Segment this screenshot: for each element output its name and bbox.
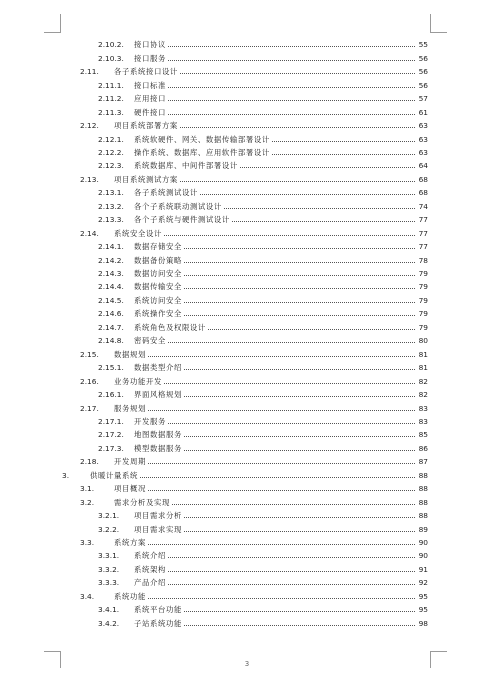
- toc-entry-title: 供暖计量系统: [90, 470, 138, 480]
- toc-entry[interactable]: [98, 265, 428, 278]
- toc-entry-page: 88: [418, 470, 428, 480]
- toc-entry-page: 82: [418, 376, 428, 386]
- toc-dot-leader: [168, 584, 415, 585]
- toc-dot-leader: [168, 60, 415, 61]
- toc-entry[interactable]: [98, 184, 428, 197]
- toc-dot-leader: [184, 288, 415, 289]
- toc-dot-leader: [184, 302, 415, 303]
- toc-entry-number: 3.1.: [80, 484, 95, 494]
- toc-entry-page: 86: [418, 443, 428, 453]
- toc-entry[interactable]: [98, 386, 428, 399]
- toc-entry-title: 开发服务: [134, 416, 166, 426]
- toc-entry-number: 3.3.: [80, 538, 95, 548]
- toc-entry-number: 2.14.5.: [98, 295, 124, 305]
- toc-dot-leader: [180, 127, 415, 128]
- toc-entry[interactable]: [98, 90, 428, 103]
- toc-entry-page: 79: [418, 269, 428, 279]
- toc-entry-title: 系统数据库、中间件部署设计: [134, 161, 238, 171]
- toc-dot-leader: [148, 544, 415, 545]
- toc-entry-title: 项目系统部署方案: [114, 121, 178, 131]
- toc-entry[interactable]: [80, 117, 428, 130]
- crop-mark-top-right: [430, 14, 447, 33]
- toc-entry-number: 2.16.1.: [98, 390, 124, 400]
- toc-entry[interactable]: [98, 103, 428, 116]
- toc-entry[interactable]: [98, 49, 428, 62]
- toc-entry-title: 开发周期: [114, 457, 146, 467]
- toc-entry[interactable]: [80, 534, 428, 547]
- toc-entry-title: 业务功能开发: [114, 376, 162, 386]
- toc-dot-leader: [184, 369, 415, 370]
- toc-dot-leader: [272, 154, 415, 155]
- toc-entry-page: 92: [418, 578, 428, 588]
- toc-entry-title: 模型数据服务: [134, 443, 182, 453]
- toc-entry[interactable]: [98, 561, 428, 574]
- toc-entry-title: 硬件接口: [134, 107, 166, 117]
- toc-entry-title: 数据存储安全: [134, 242, 182, 252]
- toc-entry-number: 2.11.3.: [98, 107, 124, 117]
- toc-entry[interactable]: [98, 157, 428, 170]
- toc-entry-number: 2.14.7.: [98, 322, 124, 332]
- toc-entry[interactable]: [98, 238, 428, 251]
- toc-entry[interactable]: [98, 426, 428, 439]
- toc-entry-title: 操作系统、数据库、应用软件部署设计: [134, 147, 270, 157]
- toc-dot-leader: [224, 208, 415, 209]
- toc-entry[interactable]: [98, 251, 428, 264]
- toc-entry-page: 82: [418, 390, 428, 400]
- toc-entry[interactable]: [80, 453, 428, 466]
- page-number: 3: [244, 660, 250, 668]
- toc-entry[interactable]: [98, 292, 428, 305]
- toc-entry-title: 项目系统测试方案: [114, 174, 178, 184]
- toc-entry-page: 88: [418, 484, 428, 494]
- toc-entry-page: 63: [418, 147, 428, 157]
- toc-dot-leader: [272, 141, 415, 142]
- toc-entry-page: 57: [418, 94, 428, 104]
- toc-dot-leader: [168, 571, 415, 572]
- toc-entry-title: 系统方案: [114, 538, 146, 548]
- toc-entry-title: 系统安全设计: [114, 228, 162, 238]
- toc-dot-leader: [164, 235, 415, 236]
- toc-entry-title: 需求分析及实现: [114, 497, 170, 507]
- toc-entry-number: 2.11.: [80, 67, 99, 77]
- toc-entry-number: 3.2.1.: [98, 511, 120, 521]
- toc-entry-title: 服务规划: [114, 403, 146, 413]
- toc-entry-number: 2.12.: [80, 121, 99, 131]
- toc-entry[interactable]: [80, 171, 428, 184]
- toc-entry-title: 接口标准: [134, 80, 166, 90]
- toc-entry-number: 2.14.: [80, 228, 99, 238]
- toc-dot-leader: [164, 383, 415, 384]
- toc-entry-page: 88: [418, 497, 428, 507]
- toc-entry-number: 2.18.: [80, 457, 99, 467]
- toc-entry-number: 3.2.2.: [98, 524, 120, 534]
- toc-entry-page: 64: [418, 161, 428, 171]
- toc-entry-number: 2.11.1.: [98, 80, 124, 90]
- toc-entry-title: 界面风格规划: [134, 390, 182, 400]
- toc-entry-title: 系统操作安全: [134, 309, 182, 319]
- toc-entry-title: 子站系统功能: [134, 618, 182, 628]
- toc-entry-page: 61: [418, 107, 428, 117]
- toc-entry[interactable]: [80, 63, 428, 76]
- toc-entry[interactable]: [80, 587, 428, 600]
- toc-entry-number: 2.14.2.: [98, 255, 124, 265]
- toc-entry-title: 系统软硬件、网关、数据传输部署设计: [134, 134, 270, 144]
- toc-entry[interactable]: [98, 507, 428, 520]
- toc-entry-title: 各个子系统与硬件测试设计: [134, 215, 230, 225]
- toc-entry-title: 密码安全: [134, 336, 166, 346]
- toc-entry-number: 3.: [62, 470, 70, 480]
- toc-entry[interactable]: [98, 614, 428, 627]
- toc-entry-number: 2.13.2.: [98, 201, 124, 211]
- toc-dot-leader: [184, 275, 415, 276]
- toc-entry-title: 产品介绍: [134, 578, 166, 588]
- toc-entry-page: 77: [418, 242, 428, 252]
- toc-dot-leader: [148, 598, 415, 599]
- toc-entry[interactable]: [98, 144, 428, 157]
- toc-entry-title: 接口服务: [134, 53, 166, 63]
- toc-entry-number: 2.14.8.: [98, 336, 124, 346]
- toc-entry-page: 95: [418, 591, 428, 601]
- toc-dot-leader: [184, 396, 415, 397]
- toc-dot-leader: [140, 477, 415, 478]
- toc-entry-number: 2.17.2.: [98, 430, 124, 440]
- toc-entry-title: 项目需求实现: [134, 524, 182, 534]
- toc-entry-number: 2.13.: [80, 174, 99, 184]
- toc-entry[interactable]: [80, 345, 428, 358]
- toc-entry[interactable]: [98, 601, 428, 614]
- toc-entry[interactable]: [98, 278, 428, 291]
- toc-entry[interactable]: [98, 130, 428, 143]
- toc-entry[interactable]: [98, 36, 428, 49]
- toc-entry-number: 3.3.2.: [98, 564, 120, 574]
- toc-dot-leader: [184, 436, 415, 437]
- toc-entry-number: 3.2.: [80, 497, 95, 507]
- toc-entry-title: 系统角色及权限设计: [134, 322, 206, 332]
- toc-entry-number: 3.4.2.: [98, 618, 120, 628]
- toc-entry-page: 81: [418, 349, 428, 359]
- toc-entry-number: 2.11.2.: [98, 94, 124, 104]
- toc-entry-page: 63: [418, 134, 428, 144]
- toc-entry-page: 79: [418, 282, 428, 292]
- toc-entry-page: 91: [418, 564, 428, 574]
- toc-entry[interactable]: [98, 197, 428, 210]
- toc-dot-leader: [240, 167, 415, 168]
- toc-entry-page: 83: [418, 403, 428, 413]
- toc-entry-page: 83: [418, 416, 428, 426]
- toc-entry[interactable]: [98, 318, 428, 331]
- toc-entry-page: 88: [418, 511, 428, 521]
- toc-dot-leader: [148, 463, 415, 464]
- toc-entry-page: 68: [418, 188, 428, 198]
- toc-dot-leader: [168, 423, 415, 424]
- toc-entry-title: 项目概况: [114, 484, 146, 494]
- toc-entry[interactable]: [98, 76, 428, 89]
- toc-entry-page: 78: [418, 255, 428, 265]
- toc-entry[interactable]: [80, 224, 428, 237]
- toc-entry-page: 98: [418, 618, 428, 628]
- toc-entry-page: 80: [418, 336, 428, 346]
- toc-dot-leader: [172, 504, 415, 505]
- toc-dot-leader: [148, 490, 415, 491]
- toc-entry-title: 接口协议: [134, 40, 166, 50]
- toc-entry-number: 2.17.1.: [98, 416, 124, 426]
- toc-entry[interactable]: [98, 520, 428, 533]
- toc-entry-page: 85: [418, 430, 428, 440]
- toc-entry-number: 3.3.1.: [98, 551, 120, 561]
- toc-entry-title: 数据传输安全: [134, 282, 182, 292]
- toc-dot-leader: [208, 329, 415, 330]
- toc-entry-page: 77: [418, 228, 428, 238]
- toc-entry[interactable]: [98, 305, 428, 318]
- toc-entry-number: 3.4.1.: [98, 605, 120, 615]
- toc-entry-number: 2.13.1.: [98, 188, 124, 198]
- toc-entry-page: 90: [418, 551, 428, 561]
- toc-dot-leader: [200, 194, 415, 195]
- toc-entry[interactable]: [98, 211, 428, 224]
- toc-entry-number: 2.13.3.: [98, 215, 124, 225]
- toc-dot-leader: [184, 262, 415, 263]
- toc-dot-leader: [168, 557, 415, 558]
- toc-entry-number: 2.15.1.: [98, 363, 124, 373]
- toc-entry-page: 79: [418, 309, 428, 319]
- toc-entry[interactable]: [80, 399, 428, 412]
- toc-entry-page: 55: [418, 40, 428, 50]
- toc-dot-leader: [180, 73, 415, 74]
- toc-entry-title: 地图数据服务: [134, 430, 182, 440]
- toc-dot-leader: [148, 356, 415, 357]
- toc-dot-leader: [184, 248, 415, 249]
- toc-entry[interactable]: [98, 440, 428, 453]
- toc-entry-page: 81: [418, 363, 428, 373]
- toc-entry-page: 79: [418, 322, 428, 332]
- toc-entry-title: 系统架构: [134, 564, 166, 574]
- toc-entry-number: 2.15.: [80, 349, 99, 359]
- toc-entry-title: 数据备份策略: [134, 255, 182, 265]
- toc-entry-page: 68: [418, 174, 428, 184]
- toc-dot-leader: [168, 100, 415, 101]
- toc-entry-number: 3.3.3.: [98, 578, 120, 588]
- toc-entry-page: 56: [418, 80, 428, 90]
- toc-entry-page: 63: [418, 121, 428, 131]
- toc-entry[interactable]: [98, 547, 428, 560]
- toc-dot-leader: [168, 46, 415, 47]
- toc-entry-title: 数据规划: [114, 349, 146, 359]
- toc-entry-number: 2.17.: [80, 403, 99, 413]
- toc-entry-title: 各个子系统联动测试设计: [134, 201, 222, 211]
- toc-dot-leader: [184, 315, 415, 316]
- toc-entry-number: 2.14.6.: [98, 309, 124, 319]
- toc-entry-title: 各子系统测试设计: [134, 188, 198, 198]
- toc-dot-leader: [184, 625, 415, 626]
- toc-dot-leader: [168, 114, 415, 115]
- toc-entry-number: 3.4.: [80, 591, 95, 601]
- toc-entry-number: 2.14.1.: [98, 242, 124, 252]
- toc-entry-page: 79: [418, 295, 428, 305]
- toc-entry-number: 2.12.2.: [98, 147, 124, 157]
- toc-entry-title: 数据类型介绍: [134, 363, 182, 373]
- toc-entry-page: 56: [418, 53, 428, 63]
- toc-entry-title: 系统介绍: [134, 551, 166, 561]
- toc-entry-title: 数据访问安全: [134, 269, 182, 279]
- toc-entry-page: 90: [418, 538, 428, 548]
- toc-entry[interactable]: [80, 372, 428, 385]
- toc-entry-title: 应用接口: [134, 94, 166, 104]
- toc-entry[interactable]: [80, 480, 428, 493]
- toc-entry-page: 56: [418, 67, 428, 77]
- toc-entry-number: 2.16.: [80, 376, 99, 386]
- toc-entry-number: 2.14.3.: [98, 269, 124, 279]
- toc-entry-number: 2.10.3.: [98, 53, 124, 63]
- toc-entry[interactable]: [98, 359, 428, 372]
- toc-entry-page: 89: [418, 524, 428, 534]
- toc-dot-leader: [180, 181, 415, 182]
- toc-entry-title: 系统平台功能: [134, 605, 182, 615]
- toc-entry-number: 2.10.2.: [98, 40, 124, 50]
- crop-mark-top-left: [44, 14, 61, 33]
- toc-entry-title: 各子系统接口设计: [114, 67, 178, 77]
- toc-dot-leader: [184, 531, 415, 532]
- toc-entry[interactable]: [98, 574, 428, 587]
- toc-entry[interactable]: [98, 413, 428, 426]
- toc-dot-leader: [184, 611, 415, 612]
- toc-entry[interactable]: [80, 493, 428, 506]
- toc-entry-number: 2.12.3.: [98, 161, 124, 171]
- toc-dot-leader: [168, 342, 415, 343]
- toc-entry-page: 87: [418, 457, 428, 467]
- toc-entry-page: 77: [418, 215, 428, 225]
- toc-entry[interactable]: [62, 466, 428, 479]
- toc-entry-number: 2.14.4.: [98, 282, 124, 292]
- toc-entry-title: 系统功能: [114, 591, 146, 601]
- toc-dot-leader: [184, 450, 415, 451]
- toc-entry-page: 95: [418, 605, 428, 615]
- toc-dot-leader: [148, 410, 415, 411]
- toc-entry-page: 74: [418, 201, 428, 211]
- toc-entry-title: 项目需求分析: [134, 511, 182, 521]
- toc-dot-leader: [168, 87, 415, 88]
- toc-dot-leader: [184, 517, 415, 518]
- toc-entry[interactable]: [98, 332, 428, 345]
- toc-dot-leader: [232, 221, 415, 222]
- toc-entry-title: 系统访问安全: [134, 295, 182, 305]
- toc-entry-number: 2.17.3.: [98, 443, 124, 453]
- toc-entry-number: 2.12.1.: [98, 134, 124, 144]
